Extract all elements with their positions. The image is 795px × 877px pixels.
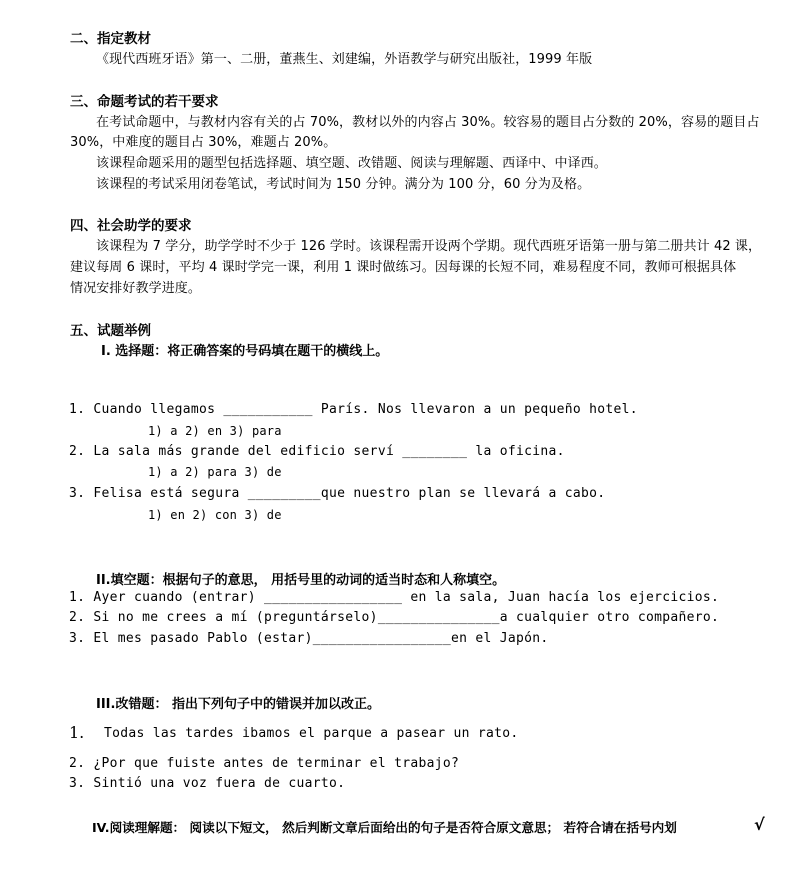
part-1-heading: Ⅰ. 选择题：将正确答案的号码填在题干的横线上。 bbox=[101, 344, 389, 359]
section-5-heading: 五、试题举例 bbox=[70, 323, 151, 339]
choice-options-3: 1) en 2) con 3) de bbox=[148, 508, 282, 522]
section-2-heading: 二、指定教材 bbox=[70, 31, 151, 47]
choice-question-3: 3. Felisa está segura _________que nuestro plan se llevará a cabo. bbox=[69, 486, 606, 501]
part-3-heading: III.改错题： 指出下列句子中的错误并加以改正。 bbox=[96, 697, 380, 712]
check-mark-icon: √ bbox=[754, 815, 765, 834]
study-req-line-3: 情况安排好教学进度。 bbox=[70, 281, 202, 296]
textbook-line: 《现代西班牙语》第一、二册，董燕生、刘建编，外语教学与研究出版社，1999 年版 bbox=[96, 52, 593, 67]
study-req-line-2: 建议每周 6 课时，平均 4 课时学完一课，利用 1 课时做练习。因每课的长短不同，难易程度不同，教师可根据具体 bbox=[70, 260, 737, 275]
correction-question-1: Todas las tardes ibamos el parque a pasear un rato. bbox=[104, 726, 519, 741]
fill-question-3: 3. El mes pasado Pablo (estar)_________________en el Japón. bbox=[69, 631, 549, 646]
exam-req-line-3: 该课程命题采用的题型包括选择题、填空题、改错题、阅读与理解题、西译中、中译西。 bbox=[96, 156, 607, 171]
fill-question-1: 1. Ayer cuando (entrar) _________________ en la sala, Juan hacía los ejercicios. bbox=[69, 590, 720, 605]
study-req-line-1: 该课程为 7 学分，助学学时不少于 126 学时。该课程需开设两个学期。现代西班牙语第一册与第二册共计 42 课， bbox=[96, 239, 762, 254]
section-4-heading: 四、社会助学的要求 bbox=[70, 218, 192, 234]
correction-question-2: 2. ¿Por que fuiste antes de terminar el trabajo? bbox=[69, 756, 460, 771]
correction-question-1-number: 1. bbox=[69, 723, 85, 742]
exam-req-line-1: 在考试命题中，与教材内容有关的占 70%，教材以外的内容占 30%。较容易的题目占分数的 20%，容易的题目占 bbox=[96, 115, 760, 130]
choice-question-1: 1. Cuando llegamos ___________ París. Nos llevaron a un pequeño hotel. bbox=[69, 402, 638, 417]
fill-question-2: 2. Si no me crees a mí (preguntárselo)_______________a cualquier otro compañero. bbox=[69, 610, 720, 625]
choice-question-2: 2. La sala más grande del edificio serví ________ la oficina. bbox=[69, 444, 565, 459]
part-2-heading: II.填空题：根据句子的意思， 用括号里的动词的适当时态和人称填空。 bbox=[96, 573, 506, 588]
choice-options-2: 1) a 2) para 3) de bbox=[148, 465, 282, 479]
exam-req-line-4: 该课程的考试采用闭卷笔试，考试时间为 150 分钟。满分为 100 分，60 分为及格。 bbox=[96, 177, 591, 192]
part-4-heading: IV.阅读理解题： 阅读以下短文， 然后判断文章后面给出的句子是否符合原文意思； 若符合请在括号内划 bbox=[92, 820, 677, 835]
choice-options-1: 1) a 2) en 3) para bbox=[148, 424, 282, 438]
exam-req-line-2: 30%，中难度的题目占 30%，难题占 20%。 bbox=[70, 135, 337, 150]
correction-question-3: 3. Sintió una voz fuera de cuarto. bbox=[69, 776, 346, 791]
section-3-heading: 三、命题考试的若干要求 bbox=[70, 94, 219, 110]
